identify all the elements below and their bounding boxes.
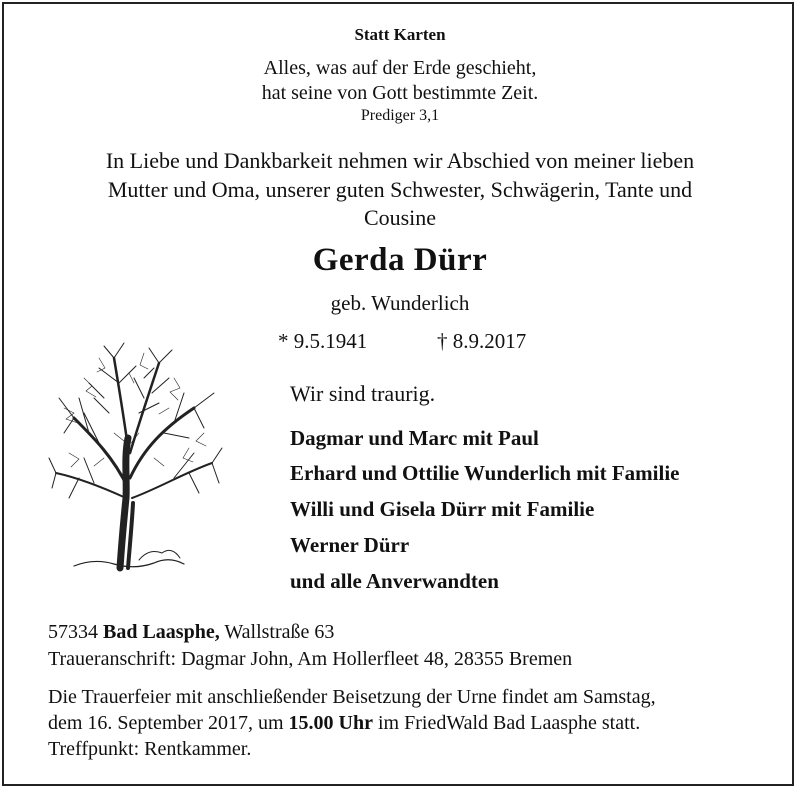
ceremony-time: 15.00 Uhr <box>288 712 373 734</box>
notice-heading: Statt Karten <box>354 25 446 44</box>
ceremony-line-1: Die Trauerfeier mit anschließender Beisetzung der Urne findet am Samstag, <box>48 686 656 708</box>
mourners-intro: Wir sind traurig. <box>290 381 436 406</box>
death-date: † 8.9.2017 <box>437 329 527 353</box>
home-address <box>48 621 334 644</box>
birth-name: geb. Wunderlich <box>330 291 470 315</box>
ceremony-date: dem 16. September 2017, um <box>48 712 284 734</box>
city: Bad Laasphe, <box>103 621 220 643</box>
mourner-line: Werner Dürr <box>290 533 410 557</box>
intro-line-1: In Liebe und Dankbarkeit nehmen wir Abschied von meiner lieben <box>105 148 695 173</box>
tree-icon <box>44 338 229 576</box>
deceased-name: Gerda Dürr <box>312 242 488 278</box>
mourner-line: Willi und Gisela Dürr mit Familie <box>290 497 595 521</box>
intro-line-2: Mutter und Oma, unserer guten Schwester, Schwägerin, Tante und <box>107 177 693 202</box>
verse-line-2: hat seine von Gott bestimmte Zeit. <box>261 82 539 104</box>
ceremony-line-2 <box>48 712 640 735</box>
ceremony-line-3: Treffpunkt: Rentkammer. <box>48 738 252 760</box>
verse-reference: Prediger 3,1 <box>360 107 440 124</box>
intro-line-3: Cousine <box>363 205 437 230</box>
mourner-line: Dagmar und Marc mit Paul <box>290 426 539 450</box>
mourner-line: Erhard und Ottilie Wunderlich mit Familie <box>290 461 680 485</box>
ceremony-place: im FriedWald Bad Laasphe statt. <box>377 712 641 734</box>
street: Wallstraße 63 <box>224 621 335 643</box>
verse-line-1: Alles, was auf der Erde geschieht, <box>263 57 537 79</box>
mourner-line: und alle Anverwandten <box>290 569 499 593</box>
birth-date: * 9.5.1941 <box>278 329 368 353</box>
postal-code: 57334 <box>48 621 98 643</box>
mourning-address: Traueranschrift: Dagmar John, Am Hollerfleet 48, 28355 Bremen <box>48 648 573 670</box>
